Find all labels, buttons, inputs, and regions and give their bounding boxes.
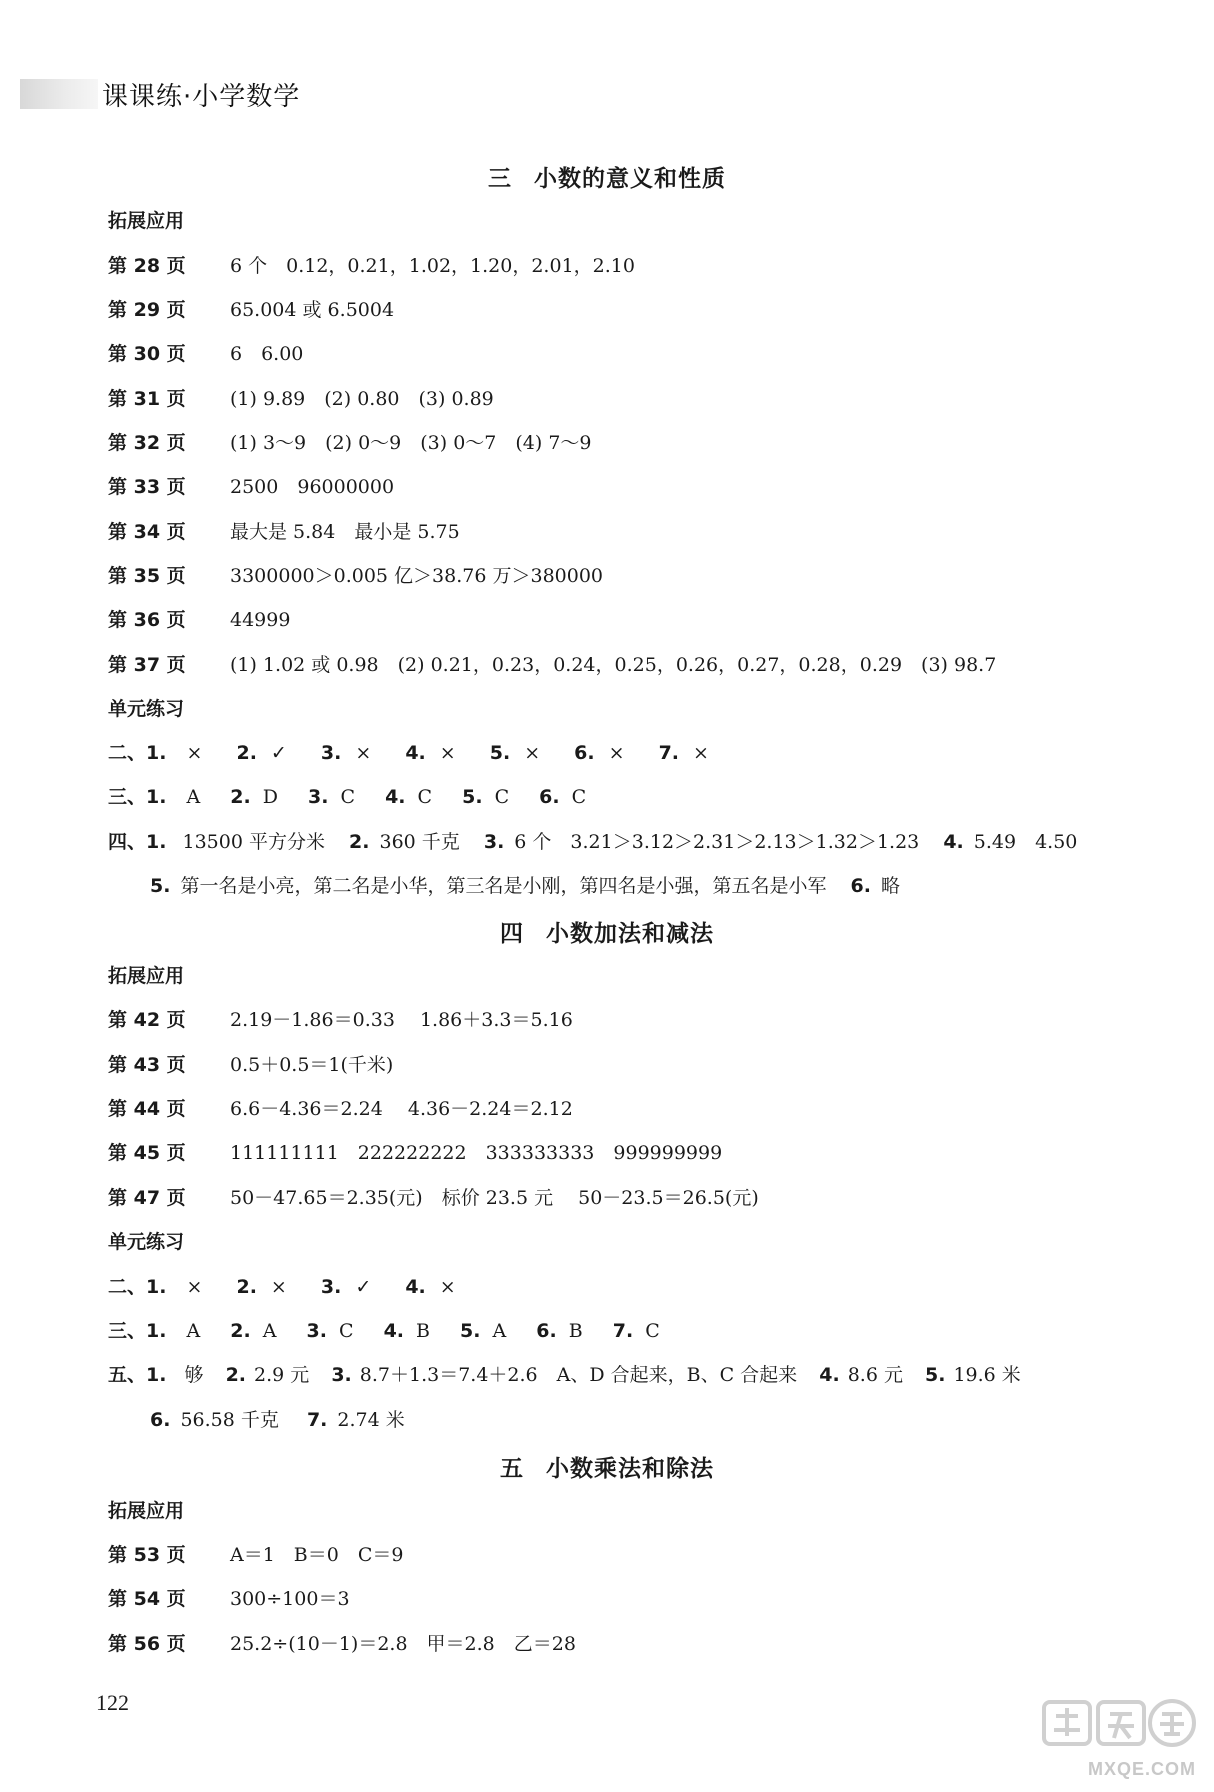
- section-name: 小数乘法和除法: [546, 1456, 714, 1482]
- answer-mark: ×: [186, 1276, 203, 1298]
- answer-text: 最大是 5.84 最小是 5.75: [230, 521, 460, 543]
- answer-text: 第一名是小亮，第二名是小华，第三名是小刚，第四名是小强，第五名是小军: [180, 875, 827, 897]
- answer-text: 8.7＋1.3＝7.4＋2.6 A、D 合起来，B、C 合起来: [359, 1364, 798, 1386]
- section-title-4: [0, 915, 1214, 948]
- answer-text: 44999: [230, 609, 291, 631]
- question-number: 2.: [236, 1276, 257, 1298]
- question-number: 4.: [405, 742, 426, 764]
- answer-text: 56.58 千克: [180, 1409, 279, 1431]
- page-label: 第 53 页: [108, 1544, 186, 1566]
- answer-mark: ✓: [270, 742, 287, 764]
- page-label: 第 43 页: [108, 1054, 186, 1076]
- question-number: 3.: [320, 742, 342, 764]
- question-number: 7.: [306, 1409, 328, 1431]
- answer-text: 6 6.00: [230, 343, 304, 365]
- answer-text: 2.9 元: [254, 1364, 310, 1386]
- answer-text: 300÷100＝3: [230, 1588, 350, 1610]
- question-number: 6.: [536, 1320, 557, 1342]
- answer-text: 6 个 3.21＞3.12＞2.31＞2.13＞1.32＞1.23: [514, 831, 920, 853]
- answer-row: [108, 1094, 573, 1121]
- answer-row: [108, 1050, 393, 1077]
- answer-choice: A: [186, 1320, 201, 1342]
- section-number: 五: [500, 1456, 524, 1482]
- question-number: 5.: [925, 1364, 946, 1386]
- page-label: 第 56 页: [108, 1633, 186, 1655]
- answer-row: [108, 1540, 404, 1567]
- question-number: 3.: [483, 831, 505, 853]
- answer-mark: ×: [693, 742, 709, 764]
- section-title-5: [0, 1450, 1214, 1483]
- question-number: 2.: [225, 1364, 247, 1386]
- page-label: 第 34 页: [108, 521, 186, 543]
- answer-mark: ×: [186, 742, 203, 764]
- question-number: 4.: [943, 831, 964, 853]
- page-label: 第 28 页: [108, 255, 186, 277]
- answer-text: 5.49 4.50: [973, 831, 1078, 853]
- answer-row: [108, 251, 635, 278]
- answer-row: [108, 428, 592, 455]
- extension-heading: 拓展应用: [108, 1500, 185, 1522]
- answer-text: 111111111 222222222 333333333 999999999: [230, 1142, 723, 1164]
- page-label: 第 31 页: [108, 388, 186, 410]
- answer-row: [108, 1584, 350, 1611]
- unit-row-5-continued: [150, 1405, 405, 1432]
- answer-text: 13500 平方分米: [182, 831, 325, 853]
- extension-heading: 拓展应用: [108, 210, 185, 232]
- answer-choice: C: [645, 1320, 660, 1342]
- answer-text: 6 个 0.12，0.21，1.02，1.20，2.01，2.10: [230, 255, 635, 277]
- answer-text: 25.2÷(10－1)＝2.8 甲＝2.8 乙＝28: [230, 1633, 576, 1655]
- question-number: 五、1.: [108, 1364, 167, 1386]
- answer-text: 2.74 米: [337, 1409, 405, 1431]
- answer-text: (1) 3～9 (2) 0～9 (3) 0～7 (4) 7～9: [230, 432, 592, 454]
- answer-row: [108, 1138, 722, 1165]
- answer-text: 够: [184, 1364, 204, 1386]
- answer-text: (1) 1.02 或 0.98 (2) 0.21，0.23，0.24，0.25，0.26，0.27，0.28，0.29 (3) 98.7: [230, 654, 997, 676]
- page-label: 第 42 页: [108, 1009, 186, 1031]
- watermark-text: MXQE.COM: [1087, 1759, 1196, 1779]
- page-label: 第 54 页: [108, 1588, 186, 1610]
- question-number: 7.: [612, 1320, 634, 1342]
- answer-choice: C: [417, 786, 433, 808]
- answer-row: [108, 295, 394, 322]
- answer-choice: B: [416, 1320, 430, 1342]
- answer-text: 6.6－4.36＝2.24 4.36－2.24＝2.12: [230, 1098, 573, 1120]
- answer-choice: C: [571, 786, 587, 808]
- answer-text: 2500 96000000: [230, 476, 395, 498]
- answer-mark: ×: [439, 742, 456, 764]
- running-header: [20, 78, 300, 110]
- unit-row-2: [108, 1272, 456, 1299]
- section-name: 小数加法和减法: [546, 921, 714, 947]
- question-number: 5.: [489, 742, 511, 764]
- section-number: 三: [488, 166, 512, 192]
- answer-choice: C: [340, 786, 356, 808]
- unit-row-2: [108, 738, 709, 765]
- question-number: 5.: [460, 1320, 481, 1342]
- section-number: 四: [500, 921, 524, 947]
- question-number: 6.: [539, 786, 560, 808]
- question-number: 2.: [236, 742, 257, 764]
- unit-row-4: [108, 827, 1077, 854]
- question-number: 3.: [331, 1364, 352, 1386]
- page-label: 第 45 页: [108, 1142, 186, 1164]
- page-label: 第 37 页: [108, 654, 186, 676]
- answer-text: 0.5＋0.5＝1(千米): [230, 1054, 394, 1076]
- page-label: 第 35 页: [108, 565, 186, 587]
- unit-practice-heading: 单元练习: [108, 698, 185, 720]
- page-label: 第 33 页: [108, 476, 186, 498]
- question-number: 6.: [150, 1409, 171, 1431]
- answer-choice: B: [568, 1320, 583, 1342]
- answer-row: [108, 1005, 573, 1032]
- question-number: 6.: [574, 742, 595, 764]
- answer-row: [108, 561, 603, 588]
- question-number: 3.: [306, 1320, 327, 1342]
- question-number: 4.: [385, 786, 406, 808]
- page-number: 122: [96, 1690, 129, 1715]
- question-number: 3.: [308, 786, 329, 808]
- question-number: 三、1.: [108, 786, 167, 808]
- unit-row-3: [108, 1316, 660, 1343]
- extension-heading: 拓展应用: [108, 965, 185, 987]
- answer-text: (1) 9.89 (2) 0.80 (3) 0.89: [230, 388, 494, 410]
- answer-choice: A: [186, 786, 201, 808]
- answer-row: [108, 472, 394, 499]
- answer-row: [108, 517, 460, 544]
- answer-text: 2.19－1.86＝0.33 1.86＋3.3＝5.16: [230, 1009, 573, 1031]
- question-number: 四、1.: [108, 831, 167, 853]
- answer-mark: ×: [270, 1276, 287, 1298]
- question-number: 7.: [658, 742, 680, 764]
- unit-practice-heading: 单元练习: [108, 1231, 185, 1253]
- answer-text: 19.6 米: [953, 1364, 1021, 1386]
- question-number: 2.: [349, 831, 370, 853]
- answer-text: 65.004 或 6.5004: [230, 299, 395, 321]
- answer-choice: A: [492, 1320, 507, 1342]
- answer-text: 360 千克: [379, 831, 460, 853]
- answer-mark: ×: [355, 742, 372, 764]
- page-label: 第 36 页: [108, 609, 186, 631]
- answer-mark: ×: [439, 1276, 456, 1298]
- answer-text: 略: [880, 875, 900, 897]
- unit-row-5: [108, 1360, 1021, 1387]
- answer-row: [108, 1629, 576, 1656]
- answer-text: 3300000＞0.005 亿＞38.76 万＞380000: [230, 565, 604, 587]
- answer-text: 8.6 元: [847, 1364, 903, 1386]
- header-decor-bar: [20, 79, 98, 109]
- section-name: 小数的意义和性质: [534, 166, 726, 192]
- answer-row: [108, 339, 303, 366]
- answer-text: A＝1 B＝0 C＝9: [230, 1544, 404, 1566]
- answer-row: [108, 605, 290, 632]
- question-number: 二、1.: [108, 742, 167, 764]
- answer-choice: D: [262, 786, 278, 808]
- question-number: 5.: [462, 786, 483, 808]
- page-label: 第 44 页: [108, 1098, 186, 1120]
- answer-mark: ✓: [355, 1276, 372, 1298]
- page-label: 第 29 页: [108, 299, 186, 321]
- question-number: 4.: [383, 1320, 405, 1342]
- answer-text: 50－47.65＝2.35(元) 标价 23.5 元 50－23.5＝26.5(元): [230, 1187, 759, 1209]
- answer-mark: ×: [524, 742, 541, 764]
- question-number: 4.: [819, 1364, 840, 1386]
- page-label: 第 32 页: [108, 432, 186, 454]
- answer-row: [108, 1183, 759, 1210]
- page-label: 第 30 页: [108, 343, 186, 365]
- unit-row-4-continued: [150, 871, 900, 898]
- question-number: 2.: [230, 1320, 251, 1342]
- answer-row: [108, 650, 996, 677]
- answer-choice: C: [494, 786, 510, 808]
- question-number: 2.: [230, 786, 251, 808]
- book-title: 课课练·小学数学: [102, 81, 301, 112]
- page-label: 第 47 页: [108, 1187, 186, 1209]
- answer-row: [108, 384, 494, 411]
- answer-choice: A: [262, 1320, 277, 1342]
- question-number: 三、1.: [108, 1320, 167, 1342]
- unit-row-3: [108, 782, 586, 809]
- answer-choice: C: [338, 1320, 354, 1342]
- question-number: 6.: [850, 875, 871, 897]
- section-title-3: [0, 160, 1214, 193]
- question-number: 二、1.: [108, 1276, 167, 1298]
- question-number: 4.: [405, 1276, 426, 1298]
- question-number: 5.: [150, 875, 171, 897]
- answer-mark: ×: [608, 742, 625, 764]
- watermark-logo: [1036, 1694, 1206, 1784]
- question-number: 3.: [320, 1276, 342, 1298]
